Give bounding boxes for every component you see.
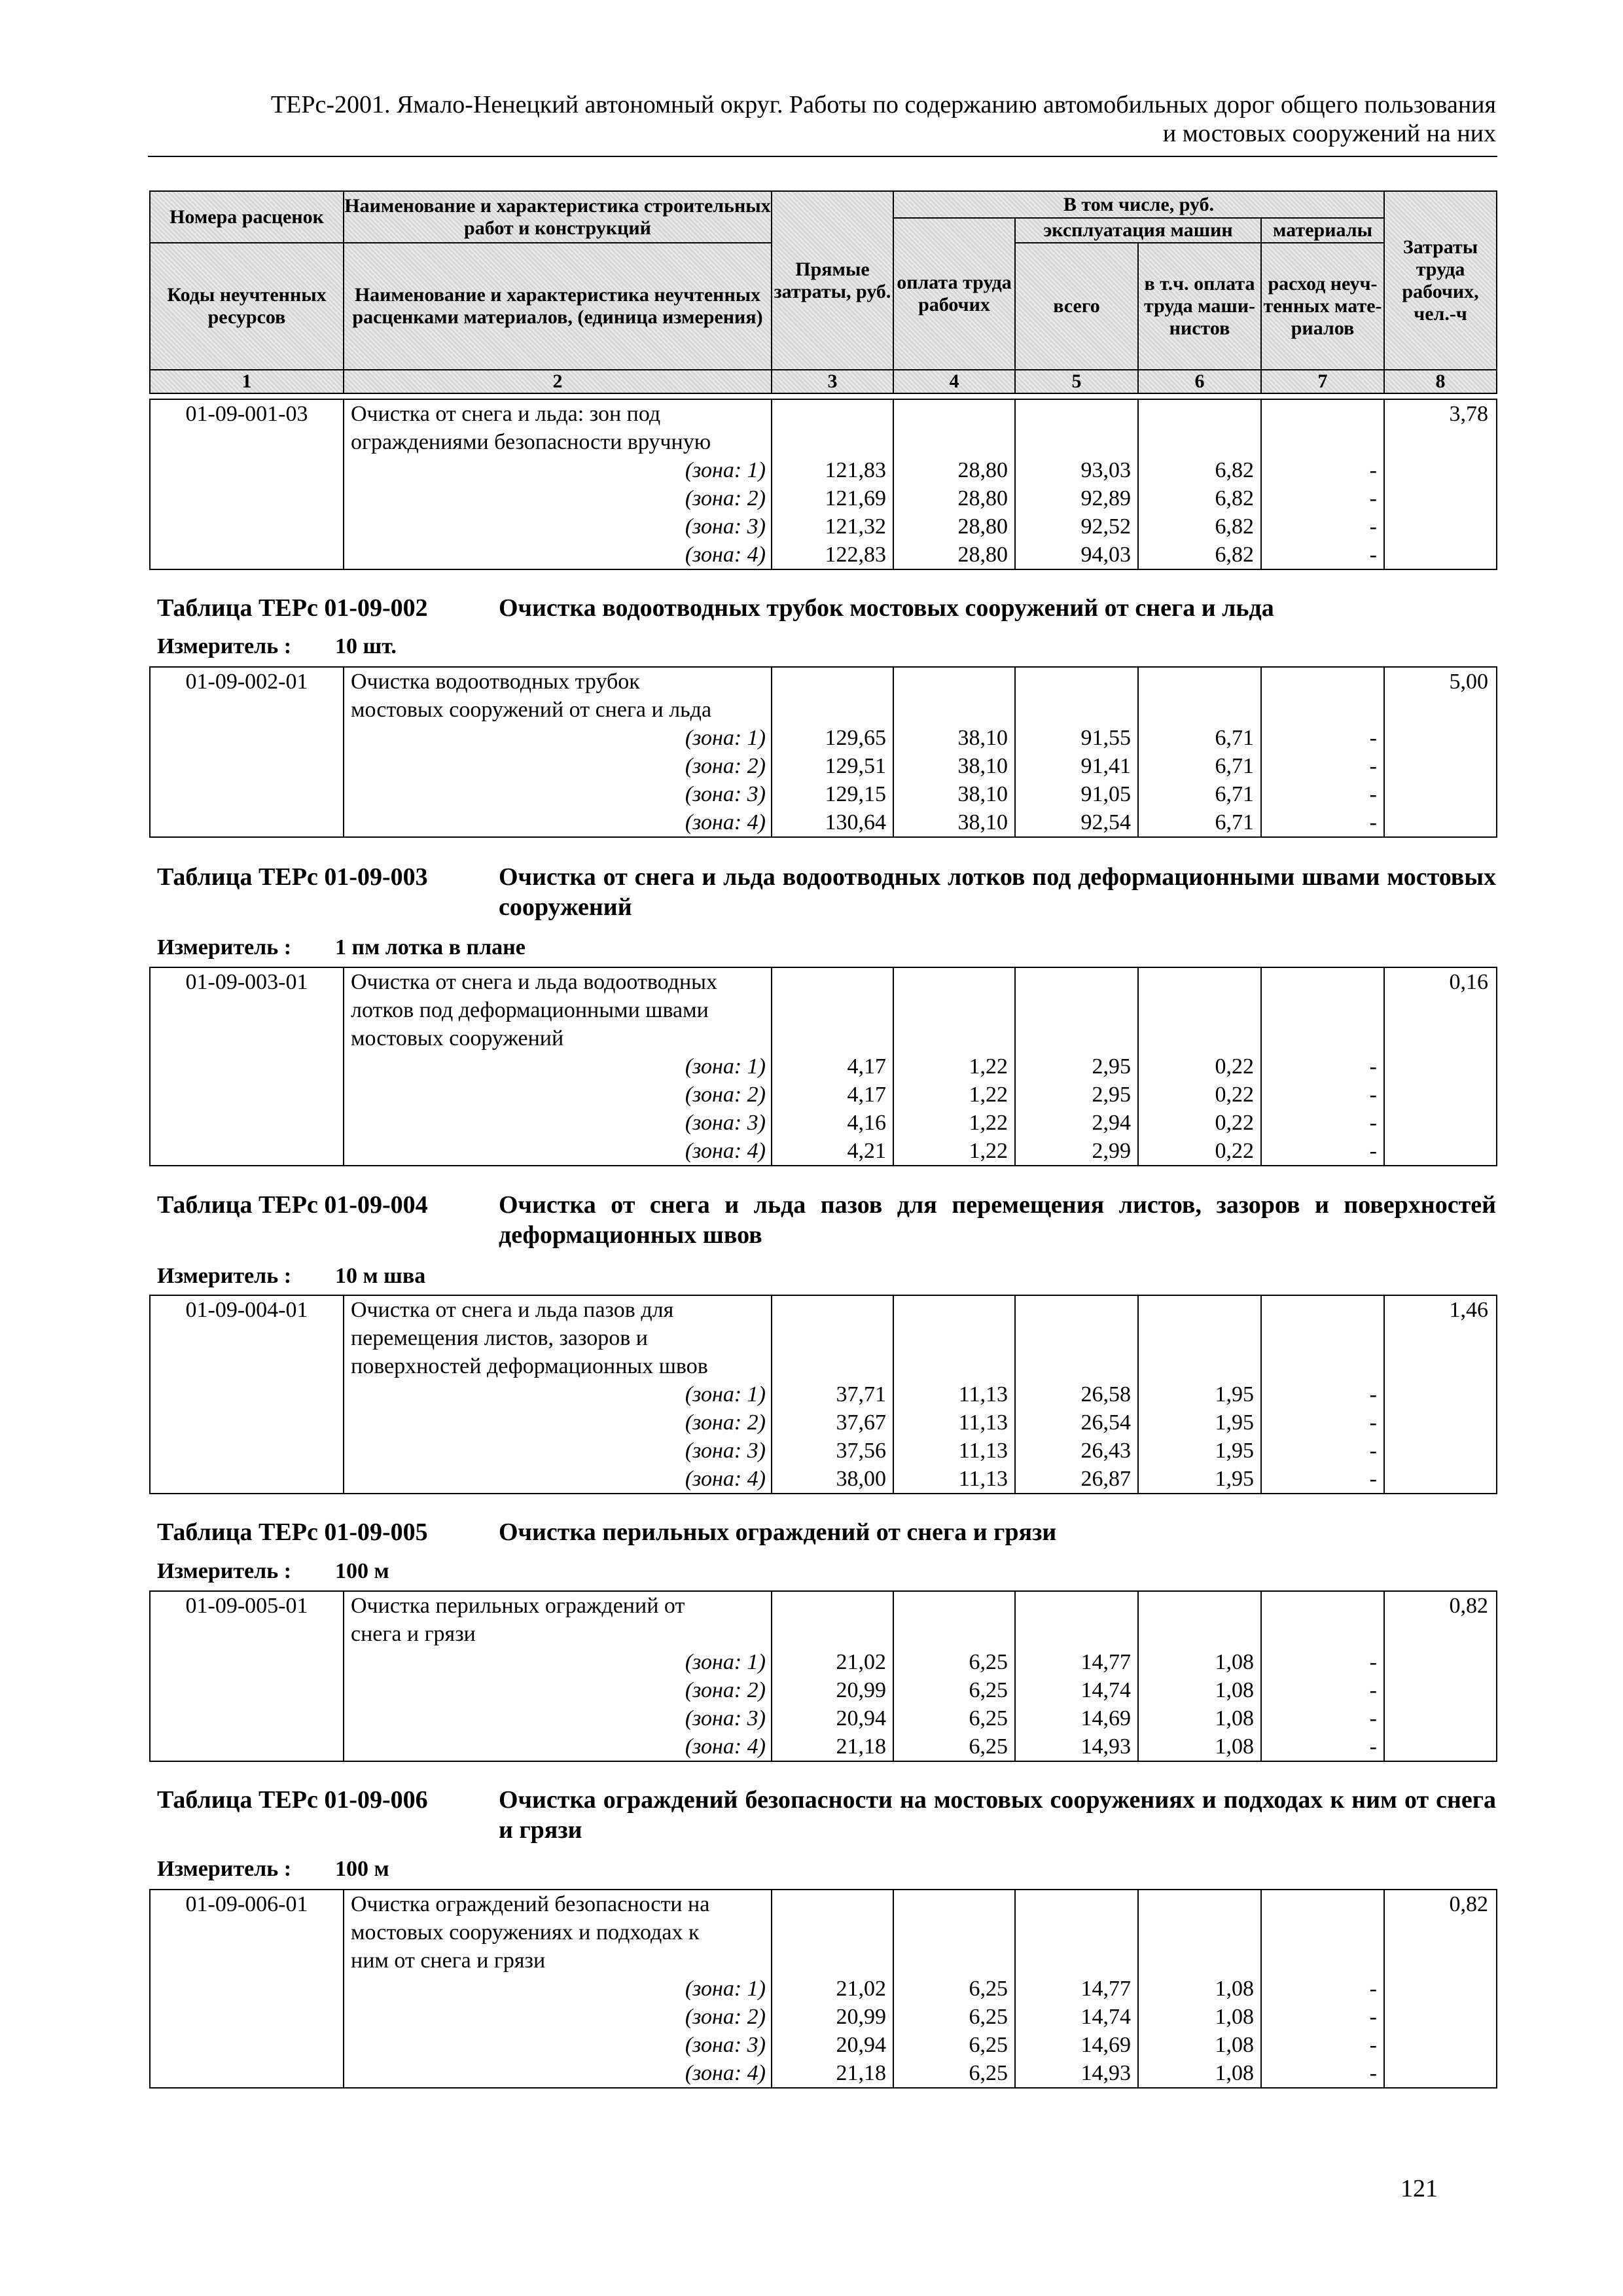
wages-value: 11,13 xyxy=(958,1410,1008,1435)
wages-value: 1,22 xyxy=(969,1111,1008,1135)
operator-wages-value: 0,22 xyxy=(1215,1083,1254,1107)
materials-value: - xyxy=(1369,726,1377,750)
table-title-text: Очистка перильных ограждений от снега и грязи xyxy=(499,1518,1057,1546)
materials-value: - xyxy=(1369,782,1377,806)
wages-value: 6,25 xyxy=(969,2033,1008,2057)
operator-wages-value: 1,08 xyxy=(1215,1650,1254,1674)
measure-label: Измеритель : xyxy=(157,935,292,960)
zone-label: (зона: 1) xyxy=(685,1054,766,1079)
wages-value: 28,80 xyxy=(957,514,1008,539)
operator-wages-cell xyxy=(1138,1890,1261,2088)
measure-label: Измеритель : xyxy=(157,1264,292,1288)
zone-label: (зона: 2) xyxy=(685,754,766,778)
direct-cost-value: 20,99 xyxy=(836,2005,886,2029)
direct-cost-value: 37,71 xyxy=(836,1382,886,1407)
machines-value: 14,77 xyxy=(1080,1977,1131,2001)
measure-label: Измеритель : xyxy=(157,1559,292,1583)
rate-table-004 xyxy=(149,1295,1497,1494)
wages-cell xyxy=(893,667,1015,837)
materials-cell xyxy=(1261,667,1384,837)
measure-value: 1 пм лотка в плане xyxy=(335,935,526,960)
operator-wages-value: 1,95 xyxy=(1215,1410,1254,1435)
materials-value: - xyxy=(1369,810,1377,834)
materials-cell xyxy=(1261,399,1384,569)
machines-value: 2,99 xyxy=(1092,1139,1131,1163)
zone-label: (зона: 1) xyxy=(685,1977,766,2001)
materials-value: - xyxy=(1369,543,1377,567)
direct-cost-value: 21,18 xyxy=(836,2061,886,2085)
labor-costs-value: 5,00 xyxy=(1384,667,1497,837)
zone-label: (зона: 3) xyxy=(685,2033,766,2057)
header-machine-operation: эксплуатация машин xyxy=(1015,218,1261,243)
description-line: ограждениями безопасности вручную xyxy=(351,430,711,454)
direct-costs-cell xyxy=(772,399,893,569)
wages-value: 28,80 xyxy=(957,543,1008,567)
rate-description xyxy=(344,667,772,837)
description-line: Очистка от снега и льда водоотводных xyxy=(351,970,718,994)
materials-value: - xyxy=(1369,2005,1377,2029)
machines-value: 92,54 xyxy=(1080,810,1131,834)
machines-value: 26,87 xyxy=(1080,1467,1131,1491)
table-number: Таблица ТЕРс 01-09-002 xyxy=(157,594,428,622)
header-direct-costs: Прямые затраты, руб. xyxy=(772,191,893,370)
materials-value: - xyxy=(1369,1467,1377,1491)
operator-wages-value: 6,71 xyxy=(1215,754,1254,778)
machines-value: 14,77 xyxy=(1080,1650,1131,1674)
zone-label: (зона: 4) xyxy=(685,543,766,567)
materials-value: - xyxy=(1369,514,1377,539)
description-line: Очистка водоотводных трубок xyxy=(351,670,640,694)
wages-value: 38,10 xyxy=(957,782,1008,806)
rate-description xyxy=(344,399,772,569)
header-work-name: Наименование и характеристика строительных работ и конструкций xyxy=(344,191,772,243)
direct-cost-value: 21,02 xyxy=(836,1977,886,2001)
description-line: перемещения листов, зазоров и xyxy=(351,1326,649,1350)
direct-costs-cell xyxy=(772,1591,893,1761)
table-number: Таблица ТЕРс 01-09-004 xyxy=(157,1191,428,1219)
wages-value: 6,25 xyxy=(969,1706,1008,1731)
rate-description xyxy=(344,1295,772,1494)
direct-cost-value: 129,15 xyxy=(825,782,886,806)
wages-value: 38,10 xyxy=(957,726,1008,750)
materials-value: - xyxy=(1369,1439,1377,1463)
wages-cell xyxy=(893,967,1015,1166)
materials-value: - xyxy=(1369,1083,1377,1107)
description-line: ним от снега и грязи xyxy=(351,1948,546,1973)
operator-wages-value: 6,71 xyxy=(1215,726,1254,750)
operator-wages-value: 6,82 xyxy=(1215,543,1254,567)
direct-costs-cell xyxy=(772,1890,893,2088)
wages-value: 28,80 xyxy=(957,486,1008,511)
wages-value: 1,22 xyxy=(969,1054,1008,1079)
zone-label: (зона: 1) xyxy=(685,458,766,482)
zone-label: (зона: 1) xyxy=(685,1650,766,1674)
rate-description xyxy=(344,1591,772,1761)
zone-label: (зона: 4) xyxy=(685,1467,766,1491)
wages-value: 11,13 xyxy=(958,1467,1008,1491)
header-materials: материалы xyxy=(1261,218,1384,243)
machines-value: 14,69 xyxy=(1080,1706,1131,1731)
zone-label: (зона: 3) xyxy=(685,514,766,539)
zone-label: (зона: 3) xyxy=(685,1439,766,1463)
machines-value: 26,58 xyxy=(1080,1382,1131,1407)
direct-cost-value: 122,83 xyxy=(825,543,886,567)
operator-wages-cell xyxy=(1138,1295,1261,1494)
wages-cell xyxy=(893,399,1015,569)
measure-value: 100 м xyxy=(335,1857,389,1881)
zone-label: (зона: 3) xyxy=(685,1111,766,1135)
header-material-consumption: расход неуч-тенных мате-риалов xyxy=(1261,243,1384,370)
direct-costs-cell xyxy=(772,967,893,1166)
wages-value: 6,25 xyxy=(969,1734,1008,1759)
column-header-table xyxy=(149,190,1497,394)
description-line: мостовых сооружений от снега и льда xyxy=(351,698,712,722)
rate-code: 01-09-004-01 xyxy=(150,1295,344,1494)
header-machines-total: всего xyxy=(1015,243,1138,370)
header-labor-costs: Затраты труда рабочих, чел.-ч xyxy=(1384,191,1497,370)
direct-cost-value: 121,32 xyxy=(825,514,886,539)
zone-label: (зона: 3) xyxy=(685,1706,766,1731)
machines-cell xyxy=(1015,1591,1138,1761)
rate-table-001 xyxy=(149,399,1497,570)
machines-value: 93,03 xyxy=(1080,458,1131,482)
table-title-text: Очистка ограждений безопасности на мостовых сооружениях и подходах к ним от снега и грязи xyxy=(499,1786,1496,1844)
machines-value: 91,05 xyxy=(1080,782,1131,806)
header-col-number: 4 xyxy=(893,370,1015,393)
labor-costs-value: 3,78 xyxy=(1384,399,1497,569)
direct-cost-value: 20,99 xyxy=(836,1678,886,1702)
machines-value: 92,89 xyxy=(1080,486,1131,511)
running-header-line-1: ТЕРс-2001. Ямало-Ненецкий автономный округ. Работы по содержанию автомобильных дорог общего пользования xyxy=(270,91,1496,118)
header-resource-codes: Коды неучтенных ресурсов xyxy=(150,243,344,370)
machines-cell xyxy=(1015,399,1138,569)
rate-description xyxy=(344,1890,772,2088)
measure-value: 10 шт. xyxy=(335,634,397,658)
rate-code: 01-09-001-03 xyxy=(150,399,344,569)
labor-costs-value: 1,46 xyxy=(1384,1295,1497,1494)
description-line: Очистка перильных ограждений от xyxy=(351,1594,685,1618)
wages-value: 38,10 xyxy=(957,754,1008,778)
direct-cost-value: 37,67 xyxy=(836,1410,886,1435)
wages-value: 6,25 xyxy=(969,1678,1008,1702)
machines-value: 2,95 xyxy=(1092,1054,1131,1079)
header-col-number: 2 xyxy=(344,370,772,393)
header-col-number: 5 xyxy=(1015,370,1138,393)
direct-cost-value: 38,00 xyxy=(836,1467,886,1491)
machines-cell xyxy=(1015,667,1138,837)
materials-cell xyxy=(1261,1890,1384,2088)
materials-cell xyxy=(1261,967,1384,1166)
header-rate-numbers: Номера расценок xyxy=(150,191,344,243)
wages-cell xyxy=(893,1890,1015,2088)
wages-value: 1,22 xyxy=(969,1139,1008,1163)
machines-value: 94,03 xyxy=(1080,543,1131,567)
direct-cost-value: 130,64 xyxy=(825,810,886,834)
wages-value: 11,13 xyxy=(958,1439,1008,1463)
direct-costs-cell xyxy=(772,667,893,837)
rate-code: 01-09-003-01 xyxy=(150,967,344,1166)
operator-wages-value: 6,71 xyxy=(1215,782,1254,806)
table-title-text: Очистка от снега и льда водоотводных лотков под деформационными швами мостовых сооружений xyxy=(499,863,1496,921)
machines-value: 14,93 xyxy=(1080,1734,1131,1759)
operator-wages-value: 0,22 xyxy=(1215,1111,1254,1135)
machines-value: 26,54 xyxy=(1080,1410,1131,1435)
wages-cell xyxy=(893,1591,1015,1761)
header-worker-wages: оплата труда рабочих xyxy=(893,218,1015,370)
zone-label: (зона: 4) xyxy=(685,2061,766,2085)
wages-value: 11,13 xyxy=(958,1382,1008,1407)
materials-value: - xyxy=(1369,1678,1377,1702)
machines-value: 2,95 xyxy=(1092,1083,1131,1107)
direct-costs-cell xyxy=(772,1295,893,1494)
machines-cell xyxy=(1015,1295,1138,1494)
labor-costs-value: 0,16 xyxy=(1384,967,1497,1166)
machines-value: 14,74 xyxy=(1080,2005,1131,2029)
measure-value: 100 м xyxy=(335,1559,389,1583)
materials-value: - xyxy=(1369,1139,1377,1163)
machines-cell xyxy=(1015,967,1138,1166)
materials-value: - xyxy=(1369,2033,1377,2057)
header-operator-wages: в т.ч. оплата труда маши-нистов xyxy=(1138,243,1261,370)
materials-value: - xyxy=(1369,1054,1377,1079)
header-col-number: 8 xyxy=(1384,370,1497,393)
wages-value: 6,25 xyxy=(969,2061,1008,2085)
operator-wages-value: 1,08 xyxy=(1215,1977,1254,2001)
running-header xyxy=(154,90,1496,148)
operator-wages-cell xyxy=(1138,399,1261,569)
description-line: Очистка от снега и льда: зон под xyxy=(351,402,661,426)
zone-label: (зона: 4) xyxy=(685,810,766,834)
machines-value: 91,55 xyxy=(1080,726,1131,750)
materials-value: - xyxy=(1369,1734,1377,1759)
operator-wages-cell xyxy=(1138,1591,1261,1761)
direct-cost-value: 20,94 xyxy=(836,1706,886,1731)
materials-value: - xyxy=(1369,1382,1377,1407)
description-line: поверхностей деформационных швов xyxy=(351,1354,708,1378)
rate-table-003 xyxy=(149,967,1497,1166)
operator-wages-value: 6,82 xyxy=(1215,458,1254,482)
rate-code: 01-09-006-01 xyxy=(150,1890,344,2088)
materials-value: - xyxy=(1369,1650,1377,1674)
header-including: В том числе, руб. xyxy=(893,191,1384,218)
direct-cost-value: 4,17 xyxy=(847,1054,886,1079)
direct-cost-value: 20,94 xyxy=(836,2033,886,2057)
measure-label: Измеритель : xyxy=(157,1857,292,1881)
machines-value: 92,52 xyxy=(1080,514,1131,539)
zone-label: (зона: 2) xyxy=(685,1083,766,1107)
description-line: мостовых сооружениях и подходах к xyxy=(351,1920,700,1945)
zone-label: (зона: 2) xyxy=(685,1410,766,1435)
zone-label: (зона: 2) xyxy=(685,486,766,511)
direct-cost-value: 129,51 xyxy=(825,754,886,778)
materials-cell xyxy=(1261,1591,1384,1761)
materials-value: - xyxy=(1369,486,1377,511)
machines-value: 14,69 xyxy=(1080,2033,1131,2057)
materials-value: - xyxy=(1369,1111,1377,1135)
zone-label: (зона: 4) xyxy=(685,1139,766,1163)
operator-wages-value: 0,22 xyxy=(1215,1054,1254,1079)
operator-wages-value: 1,95 xyxy=(1215,1439,1254,1463)
header-col-number: 6 xyxy=(1138,370,1261,393)
machines-value: 2,94 xyxy=(1092,1111,1131,1135)
table-number: Таблица ТЕРс 01-09-003 xyxy=(157,863,428,891)
table-title-text: Очистка водоотводных трубок мостовых сооружений от снега и льда xyxy=(499,594,1274,622)
header-col-number: 1 xyxy=(150,370,344,393)
direct-cost-value: 21,02 xyxy=(836,1650,886,1674)
zone-label: (зона: 1) xyxy=(685,726,766,750)
measure-value: 10 м шва xyxy=(335,1264,426,1288)
materials-cell xyxy=(1261,1295,1384,1494)
operator-wages-value: 0,22 xyxy=(1215,1139,1254,1163)
operator-wages-cell xyxy=(1138,967,1261,1166)
table-number: Таблица ТЕРс 01-09-006 xyxy=(157,1786,428,1814)
operator-wages-value: 1,95 xyxy=(1215,1467,1254,1491)
machines-value: 14,74 xyxy=(1080,1678,1131,1702)
wages-value: 28,80 xyxy=(957,458,1008,482)
page-number: 121 xyxy=(1400,2175,1438,2202)
machines-cell xyxy=(1015,1890,1138,2088)
wages-value: 6,25 xyxy=(969,1977,1008,2001)
description-line: снега и грязи xyxy=(351,1622,476,1646)
operator-wages-value: 1,95 xyxy=(1215,1382,1254,1407)
wages-value: 6,25 xyxy=(969,1650,1008,1674)
description-line: Очистка ограждений безопасности на xyxy=(351,1892,710,1916)
operator-wages-value: 1,08 xyxy=(1215,2061,1254,2085)
header-material-names: Наименование и характеристика неучтенных расценками материалов, (единица измерения) xyxy=(344,243,772,370)
direct-cost-value: 121,83 xyxy=(825,458,886,482)
wages-value: 1,22 xyxy=(969,1083,1008,1107)
materials-value: - xyxy=(1369,2061,1377,2085)
direct-cost-value: 21,18 xyxy=(836,1734,886,1759)
rate-table-002 xyxy=(149,666,1497,838)
operator-wages-cell xyxy=(1138,667,1261,837)
zone-label: (зона: 2) xyxy=(685,1678,766,1702)
labor-costs-value: 0,82 xyxy=(1384,1890,1497,2088)
materials-value: - xyxy=(1369,1410,1377,1435)
measure-label: Измеритель : xyxy=(157,634,292,658)
direct-cost-value: 4,21 xyxy=(847,1139,886,1163)
zone-label: (зона: 4) xyxy=(685,1734,766,1759)
zone-label: (зона: 3) xyxy=(685,782,766,806)
direct-cost-value: 4,17 xyxy=(847,1083,886,1107)
wages-value: 38,10 xyxy=(957,810,1008,834)
direct-cost-value: 121,69 xyxy=(825,486,886,511)
zone-label: (зона: 2) xyxy=(685,2005,766,2029)
table-title-text: Очистка от снега и льда пазов для перемещения листов, зазоров и поверхностей деформационных швов xyxy=(499,1191,1496,1249)
machines-value: 26,43 xyxy=(1080,1439,1131,1463)
materials-value: - xyxy=(1369,1706,1377,1731)
rate-description xyxy=(344,967,772,1166)
direct-cost-value: 129,65 xyxy=(825,726,886,750)
rate-table-006 xyxy=(149,1889,1497,2089)
operator-wages-value: 1,08 xyxy=(1215,1678,1254,1702)
rate-code: 01-09-002-01 xyxy=(150,667,344,837)
description-line: мостовых сооружений xyxy=(351,1026,564,1050)
operator-wages-value: 1,08 xyxy=(1215,2033,1254,2057)
description-line: лотков под деформационными швами xyxy=(351,998,709,1022)
operator-wages-value: 6,82 xyxy=(1215,514,1254,539)
header-col-number: 3 xyxy=(772,370,893,393)
labor-costs-value: 0,82 xyxy=(1384,1591,1497,1761)
description-line: Очистка от снега и льда пазов для xyxy=(351,1298,674,1322)
header-col-number: 7 xyxy=(1261,370,1384,393)
rate-code: 01-09-005-01 xyxy=(150,1591,344,1761)
zone-label: (зона: 1) xyxy=(685,1382,766,1407)
materials-value: - xyxy=(1369,754,1377,778)
operator-wages-value: 1,08 xyxy=(1215,2005,1254,2029)
running-header-line-2: и мостовых сооружений на них xyxy=(1162,120,1496,147)
materials-value: - xyxy=(1369,458,1377,482)
direct-cost-value: 4,16 xyxy=(847,1111,886,1135)
wages-cell xyxy=(893,1295,1015,1494)
operator-wages-value: 1,08 xyxy=(1215,1734,1254,1759)
header-rule xyxy=(148,156,1497,157)
direct-cost-value: 37,56 xyxy=(836,1439,886,1463)
materials-value: - xyxy=(1369,1977,1377,2001)
wages-value: 6,25 xyxy=(969,2005,1008,2029)
rate-table-005 xyxy=(149,1590,1497,1762)
operator-wages-value: 6,71 xyxy=(1215,810,1254,834)
operator-wages-value: 6,82 xyxy=(1215,486,1254,511)
operator-wages-value: 1,08 xyxy=(1215,1706,1254,1731)
table-number: Таблица ТЕРс 01-09-005 xyxy=(157,1518,428,1546)
machines-value: 91,41 xyxy=(1080,754,1131,778)
machines-value: 14,93 xyxy=(1080,2061,1131,2085)
